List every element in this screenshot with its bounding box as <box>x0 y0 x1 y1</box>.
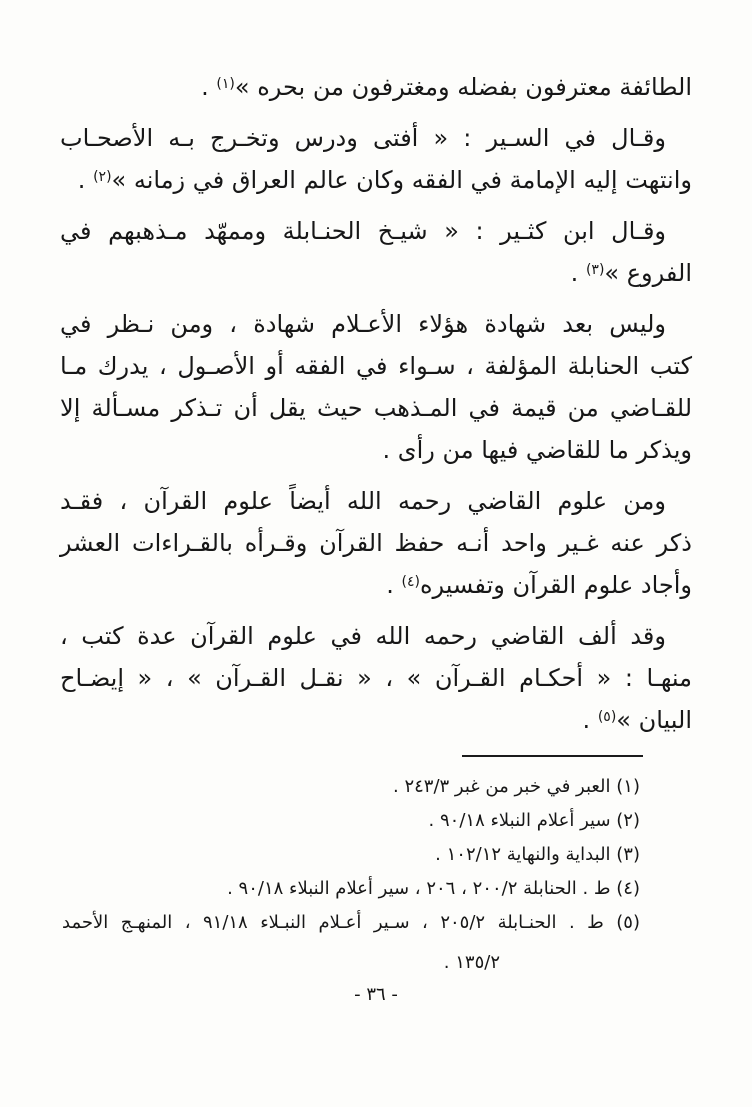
paragraph <box>60 615 692 741</box>
text-line: للقـاضي من قيمة في المـذهب حيث يقل أن تـذكر مسـألة إلا <box>60 394 692 422</box>
line-text: وأجاد علوم القرآن وتفسيره <box>419 571 692 599</box>
footnote-line: (١) العبر في خبر من غبر ٢٤٣/٣ . <box>392 776 640 797</box>
paragraph <box>60 480 692 606</box>
line-text: . <box>582 706 598 734</box>
footnote-line: (٣) البداية والنهاية ١٠٢/١٢ . <box>435 844 640 865</box>
text-line: ومن علوم القاضي رحمه الله أيضاً علوم القرآن ، فقـد <box>60 487 666 515</box>
text-line <box>60 252 692 294</box>
text-line <box>201 73 692 101</box>
text-line <box>60 159 692 201</box>
line-text: الفروع » <box>604 259 692 287</box>
text-line: منهـا : « أحكـام القـرآن » ، « نقـل القـرآن » ، « إيضـاح <box>60 664 692 692</box>
footnote-ref-marker: (٤) <box>401 574 420 590</box>
line-text: البيان » <box>616 706 692 734</box>
line-text: . <box>386 571 402 599</box>
text-line: ذكر عنه غـير واحد أنـه حفظ القرآن وقـرأه بالقـراءات العشر <box>60 529 692 557</box>
text-line: كتب الحنابلة المؤلفة ، سـواء في الفقه أو الأصـول ، يدرك مـا <box>60 352 692 380</box>
footnotes-section <box>62 770 640 980</box>
footnote-line: (٤) ط . الحنابلة ٢٠٠/٢ ، ٢٠٦ ، سير أعلام النبلاء ٩٠/١٨ . <box>227 878 640 899</box>
paragraph <box>60 303 692 471</box>
paragraph <box>60 210 692 294</box>
footnote-line: (٢) سير أعلام النبلاء ٩٠/١٨ . <box>428 810 640 831</box>
footnote-separator-rule <box>462 755 643 757</box>
line-text: . <box>77 166 94 194</box>
text-line: ويذكر ما للقاضي فيها من رأى . <box>382 436 692 464</box>
footnote-continuation-line: ١٣٥/٢ . <box>443 952 500 973</box>
footnote-ref-marker: (٥) <box>597 709 617 725</box>
footnote-ref-marker: (٣) <box>585 262 605 278</box>
text-line <box>60 699 692 741</box>
paragraph <box>60 66 692 108</box>
text-line: وقد ألف القاضي رحمه الله في علوم القرآن عدة كتب ، <box>60 622 666 650</box>
body-text <box>60 66 692 750</box>
text-line: وقـال في السـير : « أفتى ودرس وتخـرج بـه الأصحـاب <box>60 124 666 152</box>
line-text: . <box>570 259 586 287</box>
line-text: وانتهت إليه الإمامة في الفقه وكان عالم العراق في زمانه » <box>111 166 692 194</box>
text-line <box>60 564 692 606</box>
page-number: - ٣٦ - <box>354 984 398 1005</box>
footnote-ref-marker: (١) <box>216 76 235 92</box>
line-text: . <box>201 73 217 101</box>
text-line: وليس بعد شهادة هؤلاء الأعـلام شهادة ، ومن نـظر في <box>60 310 666 338</box>
text-line: وقـال ابن كثـير : « شيـخ الحنـابلة وممهّد مـذهبهم في <box>60 217 666 245</box>
paragraph <box>60 117 692 201</box>
line-text: الطائفة معترفون بفضله ومغترفون من بحره » <box>234 73 692 101</box>
footnote-ref-marker: (٢) <box>93 169 112 185</box>
footnote-line: (٥) ط . الحنـابلة ٢٠٥/٢ ، سـير أعـلام النبـلاء ٩١/١٨ ، المنهـج الأحمد <box>62 912 640 933</box>
